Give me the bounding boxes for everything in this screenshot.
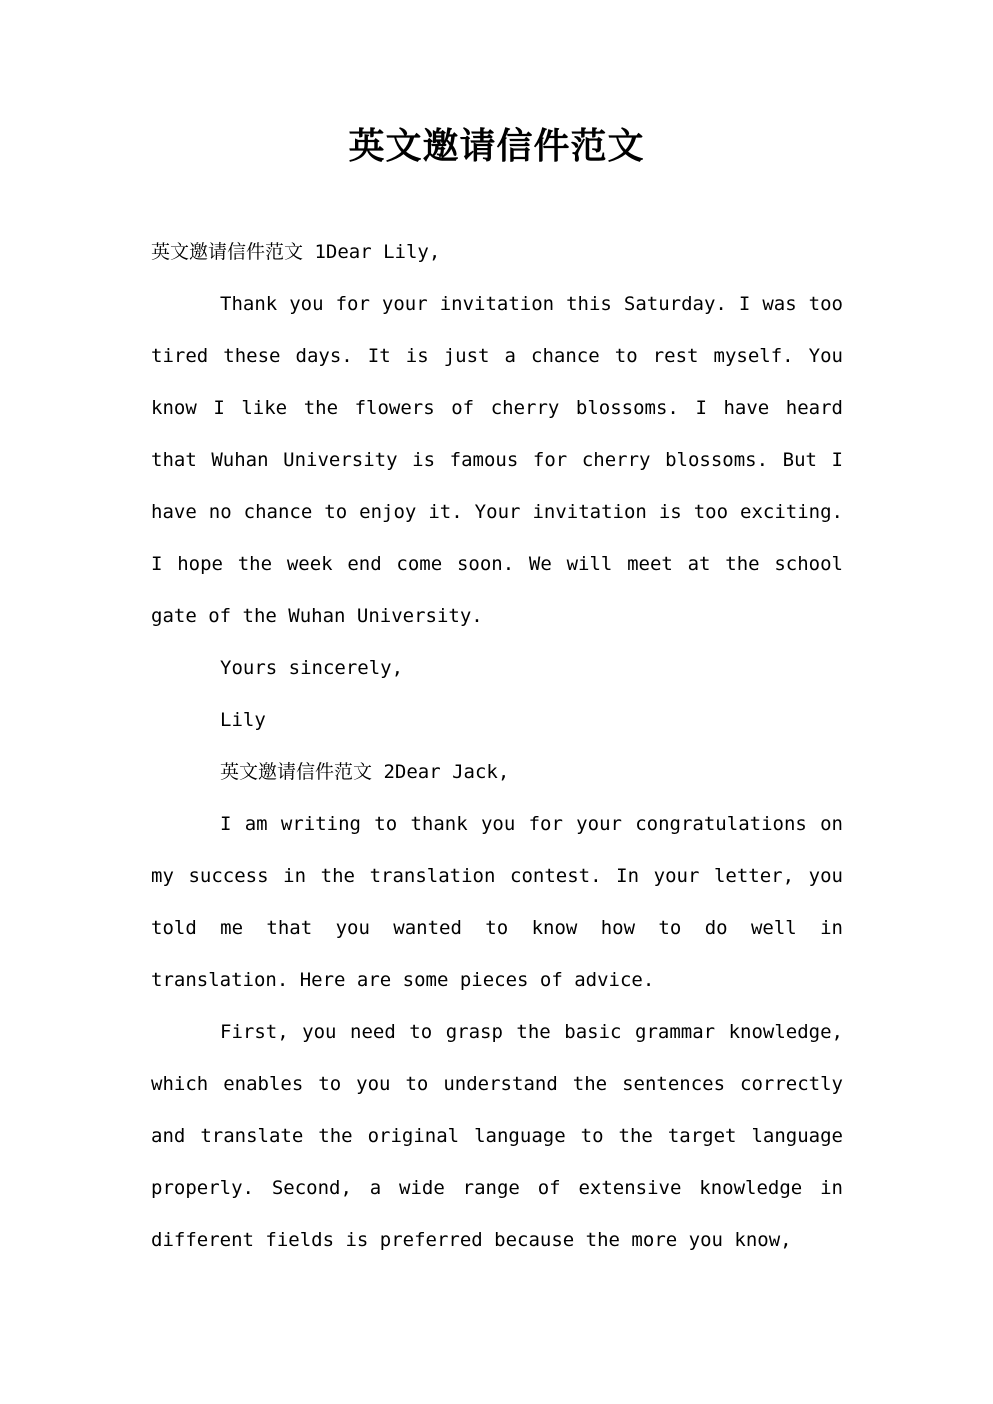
- letter-2-salutation: 英文邀请信件范文 2Dear Jack,: [220, 761, 510, 783]
- letter-1-closing: Yours sincerely,: [220, 657, 404, 679]
- letter-2-body-paragraph-1: I am writing to thank you for your congratulations on my success in the translation contest. In your letter, you told me that you wanted to know how to do well in translation. Here are some pieces of advice.: [151, 813, 843, 991]
- letter-1-body: Thank you for your invitation this Saturday. I was too tired these days. It is just a chance to rest myself. You know I like the flowers of cherry blossoms. I have heard that Wuhan University is famous for cherry blossoms. But I have no chance to enjoy it. Your invitation is too exciting. I hope the week end come soon. We will meet at the school gate of the Wuhan University.: [151, 293, 843, 627]
- document-body: [151, 226, 843, 1266]
- letter-2-body-paragraph-2: First, you need to grasp the basic grammar knowledge, which enables to you to understand the sentences correctly and translate the original language to the target language properly. Second, a wide range of extensive knowledge in different fields is preferred because the more you know,: [151, 1021, 843, 1251]
- letter-1-salutation: 英文邀请信件范文 1Dear Lily,: [151, 241, 441, 263]
- letter-1-signature: Lily: [220, 709, 266, 731]
- document-title: 英文邀请信件范文: [348, 125, 645, 167]
